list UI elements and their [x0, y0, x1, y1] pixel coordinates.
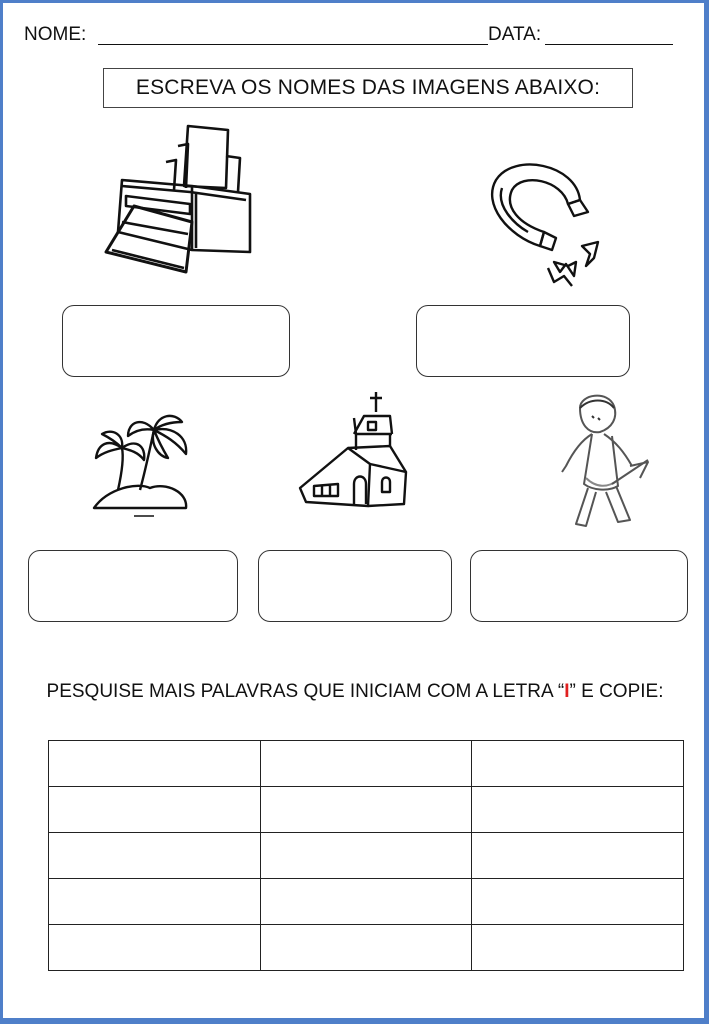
- table-cell[interactable]: [49, 925, 261, 971]
- instruction-box: [103, 68, 633, 108]
- magnet-icon: [484, 150, 614, 290]
- table-row: [49, 787, 684, 833]
- table-cell[interactable]: [472, 741, 684, 787]
- answer-box-island[interactable]: [28, 550, 238, 622]
- table-cell[interactable]: [472, 833, 684, 879]
- research-text-after: ” E COPIE:: [569, 681, 664, 702]
- table-cell[interactable]: [260, 879, 472, 925]
- answer-box-indigenous-boy[interactable]: [470, 550, 688, 622]
- table-cell[interactable]: [260, 787, 472, 833]
- research-text-before: PESQUISE MAIS PALAVRAS QUE INICIAM COM A LETRA “: [46, 681, 565, 702]
- printer-icon: [100, 122, 260, 280]
- highlight-letter: I: [564, 681, 570, 702]
- indigenous-boy-icon: [556, 388, 652, 534]
- words-table: [48, 740, 684, 971]
- table-row: [49, 879, 684, 925]
- answer-box-church[interactable]: [258, 550, 452, 622]
- answer-box-magnet[interactable]: [416, 305, 630, 377]
- table-cell[interactable]: [472, 787, 684, 833]
- island-icon: [88, 408, 198, 520]
- table-cell[interactable]: [49, 741, 261, 787]
- answer-box-printer[interactable]: [62, 305, 290, 377]
- date-blank-line[interactable]: [545, 24, 673, 45]
- table-cell[interactable]: [472, 925, 684, 971]
- church-icon: [292, 388, 410, 510]
- table-row: [49, 833, 684, 879]
- table-cell[interactable]: [49, 787, 261, 833]
- table-cell[interactable]: [260, 741, 472, 787]
- instruction-text: ESCREVA OS NOMES DAS IMAGENS ABAIXO:: [135, 76, 601, 99]
- table-row: [49, 741, 684, 787]
- date-label: DATA:: [488, 24, 542, 45]
- table-cell[interactable]: [49, 833, 261, 879]
- name-blank-line[interactable]: [98, 24, 488, 45]
- research-instruction: [40, 678, 670, 706]
- table-cell[interactable]: [260, 833, 472, 879]
- name-label: NOME:: [24, 24, 87, 45]
- table-cell[interactable]: [49, 879, 261, 925]
- header-line: [24, 24, 684, 52]
- table-cell[interactable]: [260, 925, 472, 971]
- table-row: [49, 925, 684, 971]
- table-cell[interactable]: [472, 879, 684, 925]
